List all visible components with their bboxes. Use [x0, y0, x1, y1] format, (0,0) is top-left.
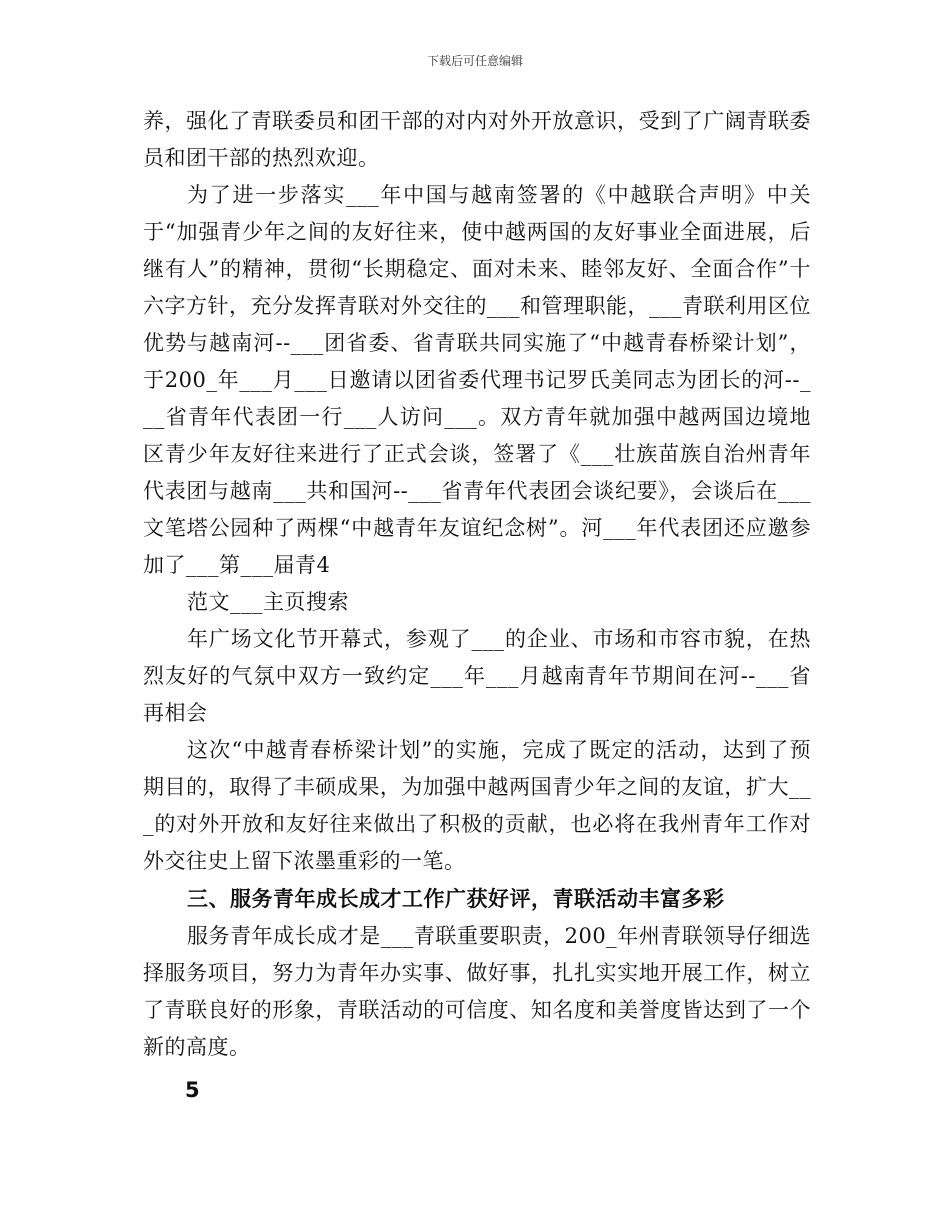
paragraph-sample-search: 范文___主页搜索: [187, 590, 349, 614]
paragraph-culture-festival: 年广场文化节开幕式，参观了___的企业、市场和市容市貌，在热烈友好的气氛中双方一致约定___年___月越南青年节期间在河--___省再相会: [143, 627, 811, 725]
page-header: 下载后可任意编辑: [426, 54, 523, 68]
paragraph-continuation: 养，强化了青联委员和团干部的对内对外开放意识，受到了广阔青联委员和团干部的热烈欢迎。: [143, 109, 811, 170]
section-heading: 三、服务青年成长成才工作广获好评，青联活动丰富多彩: [187, 887, 725, 911]
document-body: [143, 103, 811, 1066]
page-number: 5: [185, 1078, 200, 1102]
paragraph-youth-services: 服务青年成长成才是___青联重要职责，200_年州青联领导仔细选择服务项目，努力为青年办实事、做好事，扎扎实实地开展工作，树立了青联良好的形象，青联活动的可信度、知名度和美誉度皆达到了一个新的高度。: [143, 924, 811, 1059]
paragraph-program-results: 这次“中越青春桥梁计划”的实施，完成了既定的活动，达到了预期目的，取得了丰硕成果，为加强中越两国青少年之间的友谊，扩大___的对外开放和友好往来做出了积极的贡献，也必将在我州青年工作对外交往史上留下浓墨重彩的一笔。: [143, 738, 811, 873]
paragraph-china-vietnam-program: 为了进一步落实___年中国与越南签署的《中越联合声明》中关于“加强青少年之间的友好往来，使中越两国的友好事业全面进展，后继有人”的精神，贯彻“长期稳定、面对未来、睦邻友好、全面合作”十六字方针，充分发挥青联对外交往的___和管理职能，___青联利用区位优势与越南河--___团省委、省青联共同实施了“中越青春桥梁计划”，于200_年___月___日邀请以团省委代理书记罗氏美同志为团长的河--___省青年代表团一行___人访问___。双方青年就加强中越两国边境地区青少年友好往来进行了正式会谈，签署了《___壮族苗族自治州青年代表团与越南___共和国河--___省青年代表团会谈纪要》，会谈后在___文笔塔公园种了两棵“中越青年友谊纪念树”。河___年代表团还应邀参加了___第___届青4: [143, 183, 811, 577]
